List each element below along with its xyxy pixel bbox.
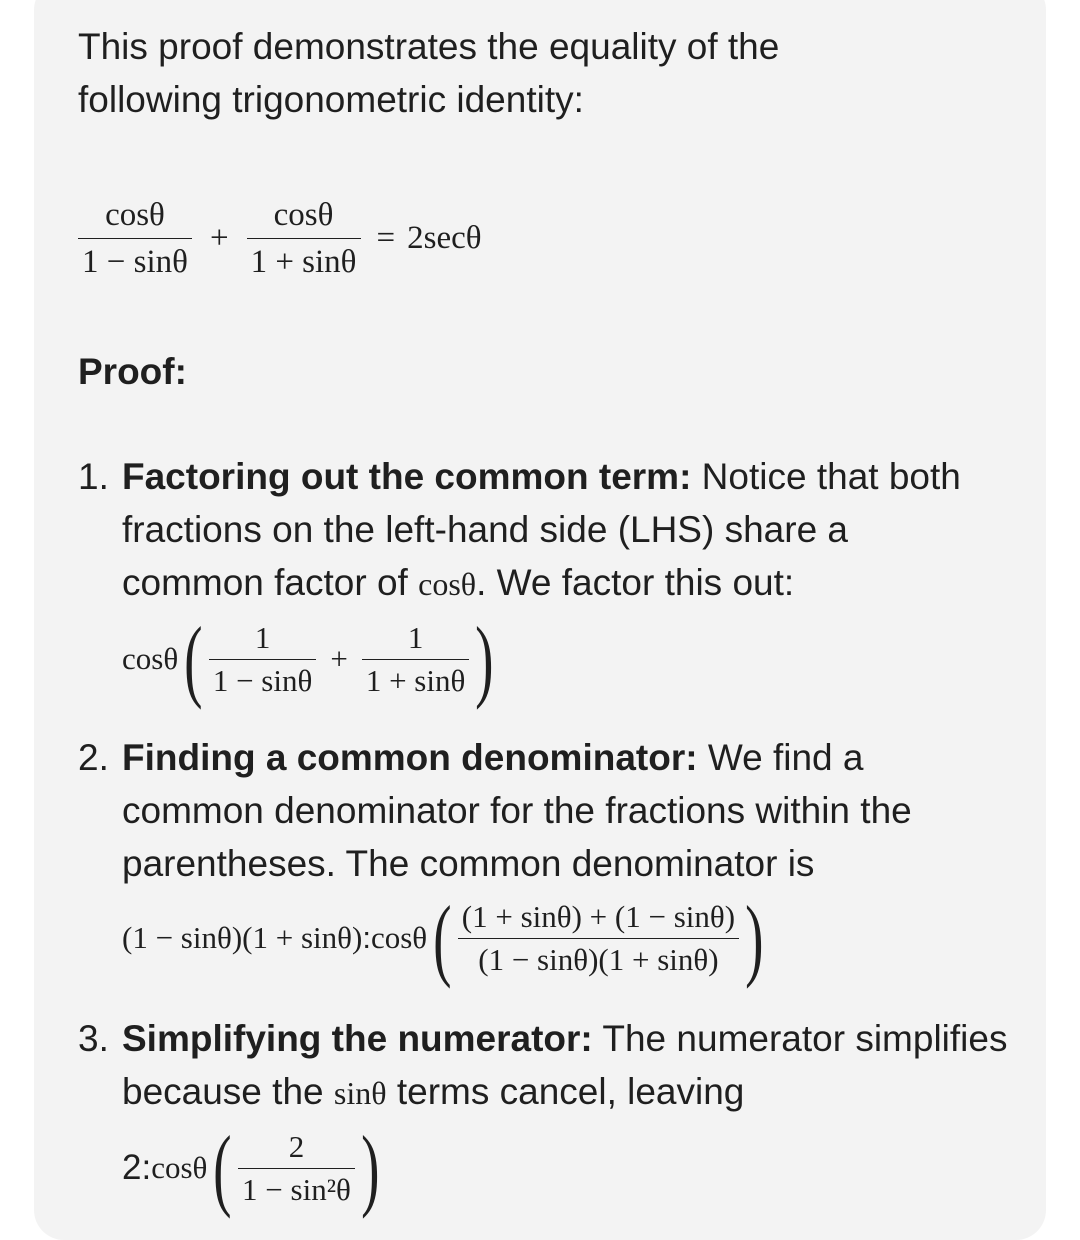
step-text (122, 1012, 1012, 1120)
step-body-a: Notice that both fractions on the left-hand side (LHS) share a common factor of (122, 456, 961, 603)
intro-line-2: following trigonometric identity: (78, 79, 584, 120)
fraction-denominator: 1 + sinθ (365, 662, 466, 698)
plus-operator: + (209, 220, 229, 256)
identity-equation (78, 192, 1018, 285)
step-1-fraction-2 (362, 617, 470, 702)
equals-operator: = (376, 220, 396, 256)
step-number: 1. (78, 456, 109, 497)
step-body-a: We find a common denominator for the fractions within the parentheses. The common denominator is (122, 737, 912, 884)
right-paren: ) (475, 608, 494, 710)
step-text (122, 450, 992, 611)
step-2-fraction (458, 896, 739, 981)
step-1-math (122, 608, 1018, 710)
inline-math: cosθ (418, 566, 477, 602)
identity-rhs: 2secθ (407, 220, 482, 256)
fraction-numerator: 1 (407, 619, 424, 655)
step-number: 2. (78, 737, 109, 778)
math-prefix: 2: (122, 1148, 152, 1187)
step-3-fraction (238, 1126, 355, 1211)
left-paren: ( (213, 1117, 232, 1219)
proof-step-2 (78, 731, 1018, 989)
step-3-math (122, 1117, 1018, 1219)
inline-math: sinθ (333, 1075, 387, 1111)
left-paren: ( (184, 608, 203, 710)
fraction-denominator: 1 + sinθ (250, 244, 357, 280)
fraction-numerator: cosθ (273, 197, 334, 233)
fraction-denominator: 1 − sin²θ (242, 1171, 351, 1207)
fraction-denominator: 1 − sinθ (82, 244, 188, 280)
step-title: Finding a common denominator: (122, 737, 698, 778)
proof-step-1 (78, 450, 1018, 710)
math-factor: cosθ (151, 1150, 208, 1185)
math-prefix: (1 − sinθ)(1 + sinθ) (122, 920, 363, 955)
right-paren: ) (745, 887, 764, 989)
step-2-math (122, 887, 1018, 989)
step-body-b: terms cancel, leaving (386, 1071, 745, 1112)
fraction-numerator: (1 + sinθ) + (1 − sinθ) (461, 898, 736, 934)
math-prefix: cosθ (122, 641, 179, 676)
math-factor: cosθ (370, 920, 428, 955)
plus-operator: + (330, 641, 348, 676)
step-text (122, 731, 982, 890)
step-number: 3. (78, 1018, 109, 1059)
fraction-denominator: (1 − sinθ)(1 + sinθ) (478, 941, 719, 977)
step-title: Factoring out the common term: (122, 456, 692, 497)
identity-fraction-1 (78, 192, 192, 285)
proof-heading: Proof: (78, 351, 187, 392)
identity-fraction-2 (247, 192, 361, 285)
right-paren: ) (360, 1117, 380, 1219)
proof-step-3 (78, 1012, 1018, 1219)
left-paren: ( (433, 887, 452, 989)
step-1-fraction-1 (209, 617, 317, 702)
step-title: Simplifying the numerator: (122, 1018, 593, 1059)
math-colon: : (362, 920, 371, 955)
fraction-numerator: cosθ (105, 197, 165, 233)
proof-steps-list (78, 450, 1018, 1219)
fraction-numerator: 1 (254, 619, 271, 655)
fraction-denominator: 1 − sinθ (212, 662, 313, 698)
intro-text (78, 20, 1018, 126)
step-body-a: The numerator simplifies because the (122, 1018, 1008, 1112)
intro-line-1: This proof demonstrates the equality of the (78, 26, 780, 67)
step-body-b: . We factor this out: (476, 562, 795, 603)
fraction-numerator: 2 (288, 1128, 305, 1164)
message-content (78, 20, 1018, 1219)
